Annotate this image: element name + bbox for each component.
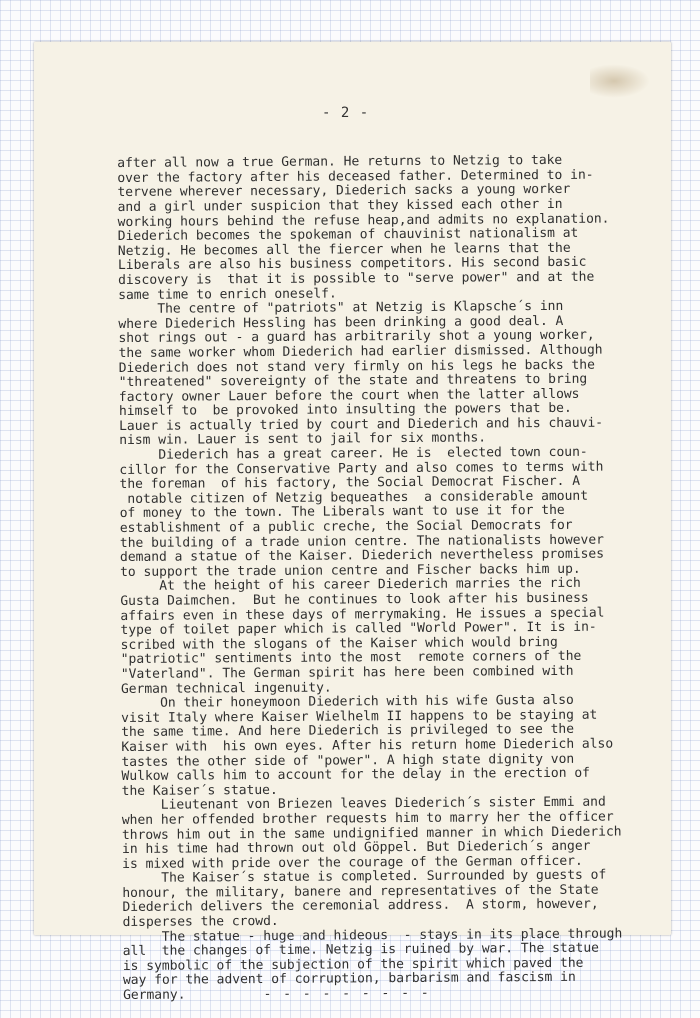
text-line: scribed with the slogans of the Kaiser which would bring: [120, 634, 558, 653]
text-line: nism win. Lauer is sent to jail for six months.: [119, 430, 487, 449]
text-line: the same time. And here Diederich is privileged to see the: [121, 722, 575, 741]
text-line: over the factory after his deceased father. Determined to in-: [117, 167, 594, 186]
text-line: type of toilet paper which is called "World Power". It is in-: [120, 619, 597, 639]
text-line: way for the advent of corruption, barbarism and fascism in: [122, 970, 576, 989]
text-line: is symbolic of the subjection of the spirit which paved the: [122, 955, 584, 974]
text-line: Diederich delivers the ceremonial address. A storm, however,: [122, 897, 599, 916]
text-line: when her offended brother requests him to marry her the officer: [121, 809, 614, 828]
text-line: cillor for the Conservative Party and also comes to terms with: [119, 459, 604, 478]
typewritten-text: [117, 125, 623, 1018]
text-line: Liberals are also his business competitors. His second basic: [117, 255, 587, 274]
text-line: to support the trade union centre and Fischer backs him up.: [120, 561, 581, 580]
text-line: the same worker whom Diederich had earlier dismissed. Although: [118, 342, 603, 361]
text-line: notable citizen of Netzig bequeathes a considerable amount: [119, 488, 589, 507]
text-line: On their honeymoon Diederich with his wife Gusta also: [120, 692, 574, 712]
text-line: visit Italy where Kaiser Wielhelm II happens to be staying at: [121, 707, 598, 726]
paper-stain: [590, 64, 650, 98]
page-number: - 2 -: [322, 105, 370, 121]
text-line: disperses the crowd.: [122, 913, 279, 931]
text-line: Lieutenant von Briezen leaves Diederich´s sister Emmi and: [121, 794, 606, 814]
text-line: "Vaterland". The German spirit has here been combined with: [120, 663, 574, 682]
text-line: after all now a true German. He returns to Netzig to take: [117, 153, 563, 172]
text-line: honour, the military, banere and representatives of the State: [122, 882, 599, 901]
text-line: the building of a trade union centre. The nationalists however: [119, 532, 604, 551]
text-line: of money to the town. The Liberals want to use it for the: [119, 503, 565, 522]
text-line: [123, 986, 623, 1004]
text-line: where Diederich Hessling has been drinking a good deal. A: [118, 313, 564, 332]
text-line: throws him out in the same undignified manner in which Diederich: [121, 823, 622, 843]
text-line: The centre of "patriots" at Netzig is Klapsche´s inn: [118, 299, 564, 318]
text-line: affairs even in these days of merrymaking. He issues a special: [120, 605, 605, 624]
text-line: all the changes of time. Netzig is ruined by war. The statue: [122, 940, 600, 960]
closing-dashes: - - - - - - - - -: [263, 985, 431, 1003]
text-line: The statue - huge and hideous - stays in its place through: [122, 926, 623, 945]
text-line: shot rings out - a guard has arbitrarily shot a young worker,: [118, 327, 595, 347]
text-line-end: Germany.: [123, 987, 186, 1004]
text-line: factory owner Lauer before the court when the latter allows: [118, 386, 580, 405]
text-line: is mixed with pride over the courage of the German officer.: [122, 853, 583, 872]
text-line: "patriotic" sentiments into the most remote corners of the: [120, 649, 582, 668]
text-lines: [117, 154, 623, 1004]
text-line: Kaiser with his own eyes. After his return home Diederich also: [121, 736, 614, 755]
text-line: working hours behind the refuse heap,and admits no explanation.: [117, 211, 610, 230]
text-line: and a girl under suspicion that they kissed each other in: [117, 196, 563, 215]
text-line: Netzig. He becomes all the fiercer when he learns that the: [117, 240, 571, 259]
text-line: the foreman of his factory, the Social Democrat Fischer. A: [119, 474, 581, 493]
text-line: Wulkow calls him to account for the delay in the erection of: [121, 765, 590, 785]
text-line: same time to enrich oneself.: [118, 286, 337, 303]
text-line: Lauer is actually tried by court and Diederich and his chauvi-: [119, 415, 604, 434]
text-line: tervene wherever necessary, Diederich sacks a young worker: [117, 182, 571, 201]
text-line: establishment of a public creche, the Social Democrats for: [119, 517, 573, 537]
text-line: discovery is that it is possible to "serve power" and at the: [118, 269, 595, 288]
text-line: Diederich does not stand very firmly on his legs he backs the: [118, 357, 595, 376]
text-line: Diederich becomes the spokeman of chauvinist nationalism at: [117, 225, 579, 245]
text-line: "threatened" sovereignty of the state and threatens to bring: [118, 371, 588, 391]
text-line: himself to be provoked into insulting the powers that be.: [118, 401, 572, 420]
text-line: Diederich has a great career. He is elected town coun-: [119, 444, 588, 464]
text-line: demand a statue of the Kaiser. Diederich nevertheless promises: [119, 546, 605, 566]
text-line: At the height of his career Diederich marries the rich: [120, 576, 581, 595]
text-line: Gusta Daimchen. But he continues to look after his business: [120, 590, 589, 609]
text-line: tastes the other side of "power". A high state dignity von: [121, 751, 575, 770]
text-line: The Kaiser´s statue is completed. Surrounded by guests of: [122, 867, 607, 887]
text-line: German technical ingenuity.: [120, 680, 332, 697]
text-line: in his time had thrown out old Göppel. But Diederich´s anger: [121, 838, 591, 858]
text-line: the Kaiser´s statue.: [121, 782, 278, 799]
